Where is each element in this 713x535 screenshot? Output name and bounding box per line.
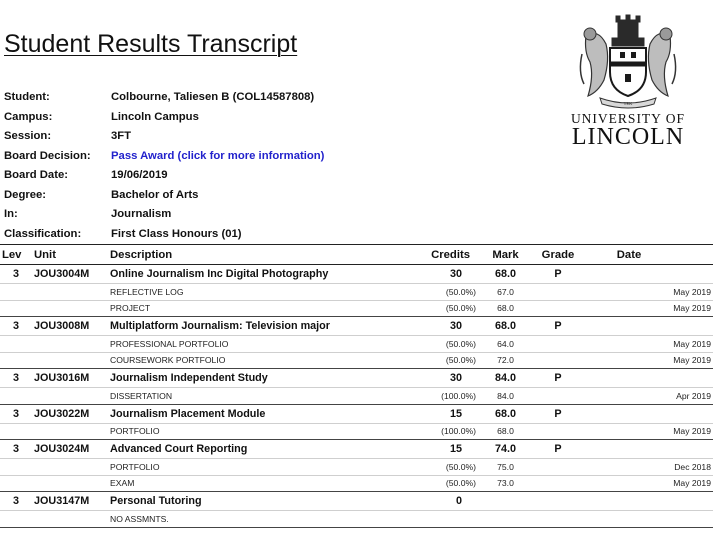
unit-credits: 30 <box>408 369 478 388</box>
assessment-name: COURSEWORK PORTFOLIO <box>108 352 408 369</box>
info-label: Board Decision: <box>4 149 91 162</box>
assessment-blank <box>32 475 108 492</box>
assessment-blank <box>0 284 32 301</box>
unit-code: JOU3008M <box>32 317 108 336</box>
logo-lincoln: LINCOLN <box>571 124 685 150</box>
unit-grade: P <box>533 369 583 388</box>
info-value: Lincoln Campus <box>111 110 199 123</box>
university-logo <box>558 14 698 154</box>
assessment-name: EXAM <box>108 475 408 492</box>
assessment-mark: 68.0 <box>478 423 533 440</box>
unit-row <box>0 317 713 336</box>
assessment-weight <box>408 511 478 528</box>
assessment-blank <box>533 284 583 301</box>
assessment-date <box>583 511 713 528</box>
unit-row <box>0 369 713 388</box>
unit-credits: 30 <box>408 317 478 336</box>
assessment-weight: (50.0%) <box>408 300 478 317</box>
assessment-weight: (100.0%) <box>408 388 478 405</box>
unit-date-empty <box>583 404 713 423</box>
unit-row <box>0 265 713 284</box>
unit-credits: 15 <box>408 404 478 423</box>
assessment-date: May 2019 <box>583 475 713 492</box>
assessment-name: DISSERTATION <box>108 388 408 405</box>
assessment-date: Dec 2018 <box>583 459 713 476</box>
assessment-mark: 84.0 <box>478 388 533 405</box>
assessment-mark: 64.0 <box>478 336 533 353</box>
col-header-description: Description <box>108 245 408 265</box>
assessment-mark <box>478 511 533 528</box>
assessment-weight: (100.0%) <box>408 423 478 440</box>
assessment-name: PORTFOLIO <box>108 459 408 476</box>
table-header-row <box>0 245 713 265</box>
assessment-blank <box>533 511 583 528</box>
assessment-blank <box>0 300 32 317</box>
page-title: Student Results Transcript <box>4 30 298 58</box>
unit-mark: 68.0 <box>494 268 516 280</box>
unit-description: Advanced Court Reporting <box>108 440 408 459</box>
unit-date-empty <box>583 265 713 284</box>
assessment-date: May 2019 <box>583 300 713 317</box>
info-label: Classification: <box>4 227 82 240</box>
unit-mark: 74.0 <box>478 440 533 459</box>
info-row <box>4 189 424 209</box>
assessment-name: PORTFOLIO <box>108 423 408 440</box>
unit-description: Multiplatform Journalism: Television major <box>108 317 408 336</box>
info-value: Bachelor of Arts <box>111 188 199 201</box>
assessment-mark: 67.0 <box>478 284 533 301</box>
assessment-blank <box>0 423 32 440</box>
assessment-row <box>0 336 713 353</box>
unit-row <box>0 404 713 423</box>
assessment-blank <box>32 388 108 405</box>
info-label: Campus: <box>4 110 53 123</box>
assessment-blank <box>533 423 583 440</box>
assessment-row <box>0 284 713 301</box>
unit-code: JOU3016M <box>32 369 108 388</box>
unit-credits: 15 <box>408 440 478 459</box>
info-value: First Class Honours (01) <box>111 227 242 240</box>
assessment-blank <box>32 423 108 440</box>
col-header-unit: Unit <box>32 245 108 265</box>
info-row <box>4 111 424 131</box>
info-value: Colbourne, Taliesen B (COL14587808) <box>111 91 315 103</box>
results-table <box>0 244 713 528</box>
col-header-credits: Credits <box>408 245 478 265</box>
assessment-blank <box>0 511 32 528</box>
unit-description: Personal Tutoring <box>108 492 408 511</box>
motto-text: TEK <box>623 101 633 106</box>
assessment-mark: 75.0 <box>478 459 533 476</box>
assessment-blank <box>0 352 32 369</box>
assessment-row <box>0 300 713 317</box>
assessment-blank <box>0 388 32 405</box>
unit-mark <box>478 492 533 511</box>
unit-row <box>0 492 713 511</box>
assessment-mark: 72.0 <box>478 352 533 369</box>
unit-mark: 68.0 <box>478 404 533 423</box>
assessment-blank <box>32 511 108 528</box>
info-row <box>4 130 424 150</box>
assessment-date: May 2019 <box>583 423 713 440</box>
unit-row <box>0 440 713 459</box>
unit-credits: 0 <box>408 492 478 511</box>
unit-description: Journalism Placement Module <box>108 404 408 423</box>
unit-code: JOU3147M <box>32 492 108 511</box>
logo-university-of: UNIVERSITY OF <box>570 111 686 126</box>
assessment-blank <box>32 352 108 369</box>
assessment-row <box>0 475 713 492</box>
assessment-blank <box>32 336 108 353</box>
assessment-row <box>0 423 713 440</box>
unit-code: JOU3024M <box>32 440 108 459</box>
assessment-row <box>0 388 713 405</box>
unit-grade: P <box>554 268 562 280</box>
assessment-blank <box>533 459 583 476</box>
unit-description: Journalism Independent Study <box>108 369 408 388</box>
assessment-row <box>0 511 713 528</box>
assessment-weight: (50.0%) <box>408 336 478 353</box>
assessment-blank <box>32 459 108 476</box>
info-value: Journalism <box>111 208 172 220</box>
assessment-row <box>0 352 713 369</box>
unit-level: 3 <box>0 317 32 336</box>
info-row <box>4 169 424 189</box>
unit-level: 3 <box>0 404 32 423</box>
assessment-date: May 2019 <box>583 284 713 301</box>
info-label: Session: <box>4 130 52 142</box>
university-crest-icon <box>576 14 680 110</box>
unit-level: 3 <box>0 440 32 459</box>
unit-date-empty <box>583 492 713 511</box>
assessment-blank <box>32 300 108 317</box>
assessment-name: REFLECTIVE LOG <box>108 284 408 301</box>
board-decision-link[interactable]: Pass Award (click for more information) <box>111 149 325 162</box>
unit-grade: P <box>533 317 583 336</box>
assessment-name: NO ASSMNTS. <box>108 511 408 528</box>
info-label: In: <box>4 208 18 220</box>
assessment-weight: (50.0%) <box>408 284 478 301</box>
unit-mark: 84.0 <box>478 369 533 388</box>
assessment-blank <box>32 284 108 301</box>
assessment-weight: (50.0%) <box>408 459 478 476</box>
assessment-blank <box>533 352 583 369</box>
unit-credits: 30 <box>449 268 462 280</box>
unit-grade <box>533 492 583 511</box>
unit-grade: P <box>533 404 583 423</box>
assessment-blank <box>0 459 32 476</box>
unit-grade: P <box>533 440 583 459</box>
assessment-name: PROJECT <box>108 300 408 317</box>
col-header-date: Date <box>583 245 713 265</box>
assessment-mark: 73.0 <box>478 475 533 492</box>
assessment-date: May 2019 <box>583 352 713 369</box>
info-value: 19/06/2019 <box>111 169 168 181</box>
assessment-blank <box>533 300 583 317</box>
assessment-blank <box>533 388 583 405</box>
assessment-blank <box>533 475 583 492</box>
col-header-mark: Mark <box>478 245 533 265</box>
unit-date-empty <box>583 440 713 459</box>
info-label: Student: <box>4 91 50 103</box>
unit-code: JOU3022M <box>32 404 108 423</box>
unit-level: 3 <box>12 268 19 280</box>
unit-mark: 68.0 <box>478 317 533 336</box>
unit-level: 3 <box>0 492 32 511</box>
assessment-blank <box>533 336 583 353</box>
info-row <box>4 150 424 170</box>
unit-description: Online Journalism Inc Digital Photography <box>110 268 329 280</box>
assessment-weight: (50.0%) <box>408 475 478 492</box>
assessment-date: May 2019 <box>583 336 713 353</box>
unit-code: JOU3004M <box>34 268 90 280</box>
assessment-blank <box>0 336 32 353</box>
assessment-blank <box>0 475 32 492</box>
assessment-mark: 68.0 <box>478 300 533 317</box>
unit-date-empty <box>583 317 713 336</box>
student-info <box>4 91 424 247</box>
unit-level: 3 <box>0 369 32 388</box>
assessment-weight: (50.0%) <box>408 352 478 369</box>
col-header-lev: Lev <box>0 245 32 265</box>
assessment-name: PROFESSIONAL PORTFOLIO <box>108 336 408 353</box>
unit-date-empty <box>583 369 713 388</box>
info-row <box>4 208 424 228</box>
info-value: 3FT <box>111 130 132 142</box>
assessment-date: Apr 2019 <box>583 388 713 405</box>
assessment-row <box>0 459 713 476</box>
col-header-grade: Grade <box>533 245 583 265</box>
info-row <box>4 91 424 111</box>
info-label: Board Date: <box>4 169 69 181</box>
info-label: Degree: <box>4 188 47 201</box>
